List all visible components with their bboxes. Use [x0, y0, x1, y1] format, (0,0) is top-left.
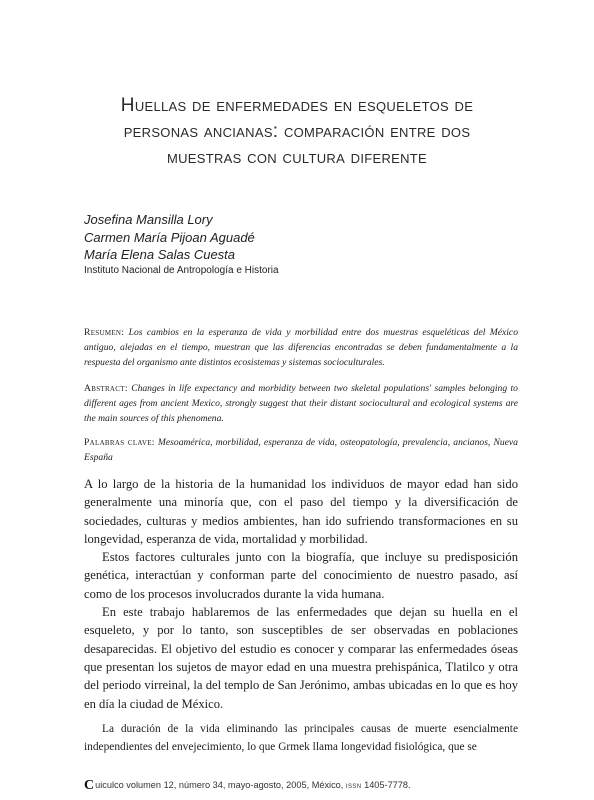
abstract-text: Changes in life expectancy and morbidity between two skeletal populations' samples belonging to different ages from ancient Mexico, strongly suggest that their distant sociocultural and ecological systems are the main sources of this phenomena.: [84, 383, 518, 424]
journal-logo: C: [84, 778, 95, 793]
resumen-text: Los cambios en la esperanza de vida y morbilidad entre dos muestras esqueléticas del México antiguo, alejadas en el tiempo, muestran que las diferencias encontradas se deben fundamentalmente a la respuesta del organismo ante distintos ecosistemas y sistemas socioculturales.: [84, 327, 518, 368]
article-title: [40, 93, 554, 171]
author-name: Josefina Mansilla Lory: [84, 212, 213, 227]
page-footer: [84, 778, 524, 794]
journal-citation: volumen 12, número 34, mayo-agosto, 2005, México,: [126, 780, 344, 790]
journal-name: uiculco: [95, 780, 124, 790]
body-paragraph: Estos factores culturales junto con la biografía, que incluye su predisposición genética, interactúan y conforman parte del conocimiento de nuestro pasado, así como de los procesos involucrados durante la vida humana.: [84, 550, 518, 601]
author-name: María Elena Salas Cuesta: [84, 247, 236, 262]
title-line: muestras con cultura diferente: [166, 147, 428, 168]
author-block: [84, 211, 504, 277]
body-paragraph: En este trabajo hablaremos de las enfermedades que dejan su huella en el esqueleto, y por lo tanto, son susceptibles de ser observadas en poblaciones desaparecidas. El objetivo del estudio es conocer y comparar las enfermedades óseas que presentan los sujetos de mayor edad en una muestra prehispánica, Tlatilco y otra del periodo virreinal, la del templo de San Jerónimo, ambas ubicadas en lo que es hoy en día la ciudad de México.: [84, 605, 518, 711]
body-paragraph: La duración de la vida eliminando las principales causas de muerte esencialmente independientes del envejecimiento, lo que Grmek llama longevidad fisiológica, que se: [84, 722, 518, 753]
title-line: Huellas de enfermedades en esqueletos de: [120, 95, 474, 116]
article-body: [84, 475, 518, 756]
keywords-text: Mesoamérica, morbilidad, esperanza de vida, osteopatología, prevalencia, ancianos, Nueva España: [84, 437, 518, 463]
issn-number: 1405-7778.: [364, 780, 411, 790]
author-name: Carmen María Pijoan Aguadé: [84, 229, 255, 245]
abstract-label: Abstract:: [84, 383, 128, 394]
keywords-section: [84, 435, 518, 465]
keywords-label: Palabras clave:: [84, 437, 155, 448]
body-paragraph: A lo largo de la historia de la humanidad los individuos de mayor edad han sido generalmente una minoría que, con el paso del tiempo y la diversificación de sociedades, culturas y medios ambientes, han ido sufriendo transformaciones en su longevidad, esperanza de vida, mortalidad y morbilidad.: [84, 477, 518, 546]
resumen-label: Resumen:: [84, 327, 125, 338]
title-line: personas ancianas: comparación entre dos: [123, 121, 471, 142]
issn-label: issn: [345, 780, 362, 790]
abstract-section: [84, 381, 518, 426]
author-institution: Instituto Nacional de Antropología e Historia: [84, 264, 279, 276]
resumen-section: [84, 325, 518, 370]
